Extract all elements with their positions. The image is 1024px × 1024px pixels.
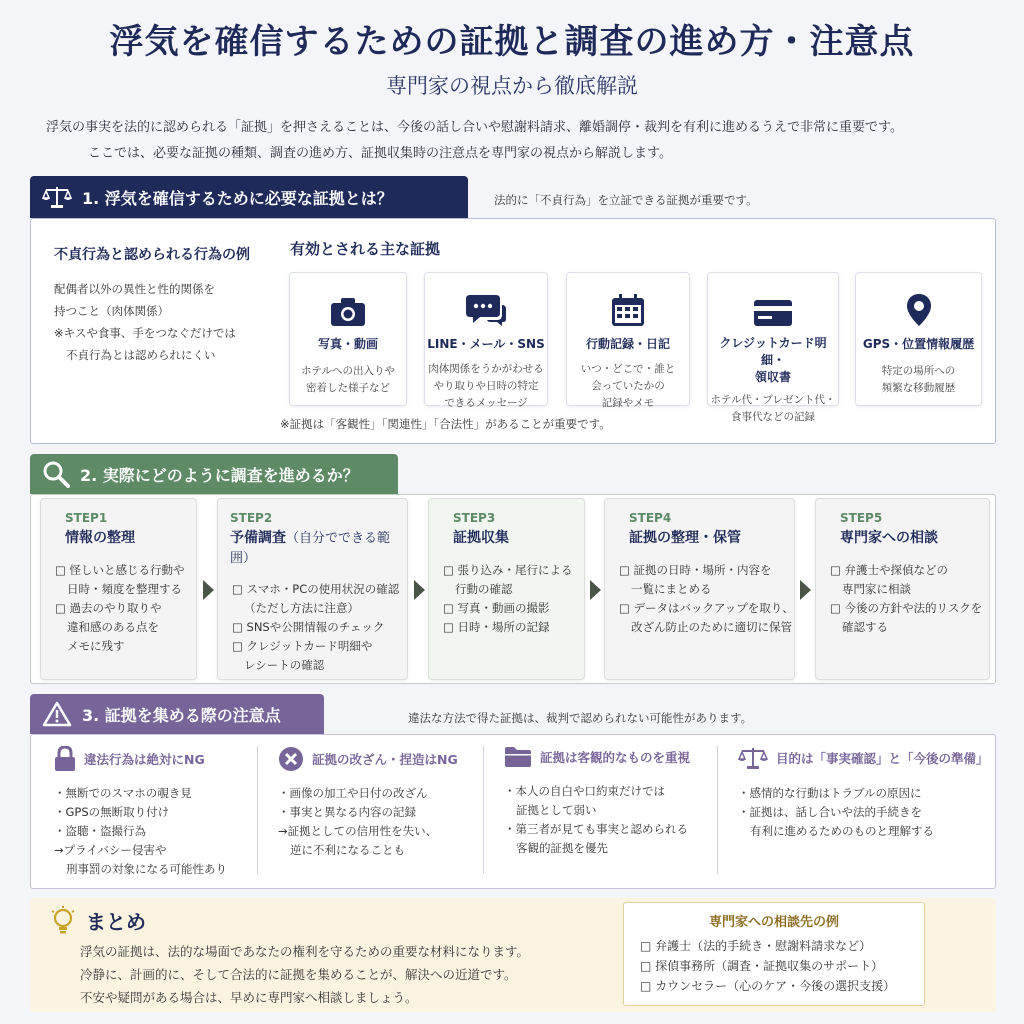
caution-item: 証拠として弱い: [516, 803, 597, 817]
summary-text: [80, 940, 529, 1009]
evidence-card-desc: 頻繁な移動履歴: [881, 382, 956, 394]
calendar-icon: [611, 293, 645, 327]
magnifier-icon: [42, 460, 70, 488]
evidence-card-records: [566, 272, 690, 409]
caution-item: 客観的証拠を優先: [516, 841, 608, 855]
lock-icon: [54, 746, 76, 772]
step-item: メモに残す: [67, 639, 125, 653]
evidence-card-desc: いつ・どこで・誰と: [580, 363, 676, 375]
step-item: □ クレジットカード明細や: [232, 639, 373, 653]
intro-line-2: ここでは、必要な証拠の種類、調査の進め方、証拠収集時の注意点を専門家の視点から解説します。: [88, 146, 672, 161]
step-title-sub: （自分でできる範囲）: [230, 531, 391, 566]
step-label: STEP5: [840, 511, 883, 525]
step-arrow-icon: [800, 580, 811, 600]
step-item: （ただし方法に注意）: [244, 601, 359, 615]
section-3-heading: 3. 証拠を集める際の注意点: [82, 705, 281, 725]
step-item: □ 弁護士や探偵などの: [830, 563, 949, 577]
step-label: STEP1: [65, 511, 108, 525]
consultation-item: □ カウンセラー（心のケア・今後の選択支援）: [640, 979, 896, 993]
section-2-header: [30, 454, 398, 494]
step-item: 違和感のある点を: [67, 620, 159, 634]
caution-item: ・画像の加工や日付の改ざん: [278, 786, 428, 800]
summary-line: 不安や疑問がある場合は、早めに専門家へ相談しましょう。: [80, 990, 418, 1005]
step-label: STEP3: [453, 511, 496, 525]
caution-item: 有利に進めるためのものと理解する: [750, 824, 934, 838]
step-title: 証拠の整理・保管: [629, 530, 741, 546]
caution-column-tamper: [278, 746, 478, 860]
caution-item: 刑事罰の対象になる可能性あり: [66, 862, 227, 876]
caution-item: ・無断でのスマホの覗き見: [54, 786, 192, 800]
step-item: 確認する: [842, 620, 888, 634]
folder-icon: [504, 746, 532, 768]
evidence-card-desc: やり取りや日時の特定: [433, 380, 539, 392]
caution-item: →証拠としての信用性を失い、: [278, 824, 438, 838]
scale-icon: [42, 185, 72, 209]
section-1-footnote: ※証拠は「客観性」「関連性」「合法性」があることが重要です。: [280, 417, 611, 431]
page-title: 浮気を確信するための証拠と調査の進め方・注意点: [109, 22, 915, 62]
evidence-card-desc: 食事代などの記録: [731, 411, 815, 423]
caution-item: 逆に不利になることも: [290, 843, 405, 857]
evidence-card-title: 行動記録・日記: [585, 337, 670, 351]
step-item: □ データはバックアップを取り、: [619, 601, 794, 615]
step-title: 情報の整理: [65, 530, 135, 546]
infidelity-line: 持つこと（肉体関係）: [54, 304, 169, 318]
step-arrow-icon: [590, 580, 601, 600]
step-item: □ 写真・動画の撮影: [443, 601, 550, 615]
step-title: 予備調査: [230, 530, 286, 546]
step-title: 専門家への相談: [840, 530, 938, 546]
step-item: レシートの確認: [244, 658, 325, 672]
evidence-card-gps: [855, 272, 982, 406]
caution-title: 目的は「事実確認」と「今後の準備」: [775, 751, 989, 766]
consultation-title: 専門家への相談先の例: [708, 915, 839, 930]
evidence-card-credit: [707, 272, 839, 423]
step-item: 一覧にまとめる: [631, 582, 712, 596]
evidence-card-desc: 肉体関係をうかがわせる: [428, 363, 544, 375]
evidence-card-desc: できるメッセージ: [444, 397, 528, 409]
evidence-card-desc: 特定の場所への: [881, 365, 956, 377]
step-card-5: [815, 498, 990, 680]
step-card-2: [217, 498, 408, 680]
caution-item: ・証拠は、話し合いや法的手続きを: [738, 805, 922, 819]
caution-title: 証拠の改ざん・捏造はNG: [312, 752, 458, 767]
section-2-heading: 2. 実際にどのように調査を進めるか？: [80, 465, 359, 485]
step-item: □ SNSや公開情報のチェック: [232, 620, 385, 634]
caution-item: →プライバシー侵害や: [54, 843, 167, 857]
infidelity-line: 配偶者以外の異性と性的関係を: [54, 282, 215, 296]
evidence-card-messages: [424, 272, 548, 409]
caution-item: ・感情的な行動はトラブルの原因に: [738, 786, 922, 800]
page-subtitle: 専門家の視点から徹底解説: [386, 74, 638, 98]
caution-item: ・事実と異なる内容の記録: [278, 805, 416, 819]
step-label: STEP4: [629, 511, 672, 525]
step-item: □ 怪しいと感じる行動や: [55, 563, 185, 577]
section-3-note: 違法な方法で得た証拠は、裁判で認められない可能性があります。: [408, 711, 753, 725]
column-divider: [717, 746, 718, 874]
summary-line: 浮気の証拠は、法的な場面であなたの権利を守るための重要な材料になります。: [80, 944, 530, 959]
step-card-4: [604, 498, 795, 680]
step-item: □ 証拠の日時・場所・内容を: [619, 563, 772, 577]
caution-column-purpose: [738, 746, 988, 841]
caution-column-objective: [504, 746, 714, 858]
caution-item: ・GPSの無断取り付け: [54, 805, 170, 819]
map-pin-icon: [906, 293, 932, 327]
step-item: □ 今後の方針や法的リスクを: [830, 601, 983, 615]
step-item: □ スマホ・PCの使用状況の確認: [232, 582, 400, 596]
scale-icon: [738, 746, 768, 770]
evidence-card-desc: 会っていたかの: [591, 380, 665, 392]
consultation-item: □ 弁護士（法的手続き・慰謝料請求など）: [640, 939, 872, 953]
section-1-heading: 1. 浮気を確信するために必要な証拠とは？: [82, 188, 393, 208]
warning-icon: [42, 701, 72, 727]
evidence-card-title: LINE・メール・SNS: [427, 337, 545, 351]
evidence-card-title: クレジットカード明細・: [719, 336, 827, 367]
infidelity-line: 不貞行為とは認められにくい: [66, 348, 216, 362]
section-1-header: [30, 176, 468, 218]
section-3-header: [30, 694, 324, 734]
evidence-card-photo: [289, 272, 407, 406]
evidence-card-desc: 記録やメモ: [601, 397, 655, 409]
cross-circle-icon: [278, 746, 304, 772]
step-item: □ 張り込み・尾行による: [443, 563, 573, 577]
step-item: □ 日時・場所の記録: [443, 620, 550, 634]
step-item: 専門家に相談: [842, 582, 911, 596]
main-evidence-title: 有効とされる主な証拠: [290, 240, 441, 258]
column-divider: [257, 746, 258, 874]
caution-item: ・盗聴・盗撮行為: [54, 824, 146, 838]
consultation-box: [623, 902, 925, 1006]
section-1-note: 法的に「不貞行為」を立証できる証拠が重要です。: [494, 193, 758, 207]
caution-item: ・本人の自白や口約束だけでは: [504, 784, 665, 798]
step-item: 日時・頻度を整理する: [67, 582, 182, 596]
step-title: 証拠収集: [453, 530, 509, 546]
step-card-3: [428, 498, 585, 680]
step-card-1: [40, 498, 197, 680]
consultation-item: □ 探偵事務所（調査・証拠収集のサポート）: [640, 959, 884, 973]
camera-icon: [330, 297, 366, 327]
credit-card-icon: [753, 299, 793, 327]
evidence-card-desc: ホテルへの出入りや: [301, 365, 395, 377]
summary-title: まとめ: [86, 910, 146, 934]
evidence-card-desc: ホテル代・プレゼント代・: [710, 394, 836, 406]
step-arrow-icon: [203, 580, 214, 600]
caution-item: ・第三者が見ても事実と認められる: [504, 822, 688, 836]
intro-line-1: 浮気の事実を法的に認められる「証拠」を押さえることは、今後の話し合いや慰謝料請求、離婚調停・裁判を有利に進めるうえで非常に重要です。: [46, 120, 903, 135]
infidelity-example-text: [54, 278, 236, 366]
infidelity-examples-title: 不貞行為と認められる行為の例: [54, 247, 250, 263]
evidence-card-desc: 密着した様子など: [306, 382, 390, 394]
lightbulb-icon: [50, 906, 76, 936]
evidence-card-title: GPS・位置情報履歴: [862, 337, 975, 351]
summary-line: 冷静に、計画的に、そして合法的に証拠を集めることが、解決への近道です。: [80, 967, 517, 982]
step-item: 改ざん防止のために適切に保管: [631, 620, 792, 634]
step-arrow-icon: [414, 580, 425, 600]
step-item: □ 過去のやり取りや: [55, 601, 162, 615]
step-label: STEP2: [230, 511, 273, 525]
step-item: 行動の確認: [455, 582, 513, 596]
evidence-card-title: 領収書: [754, 370, 791, 384]
infidelity-line: ※キスや食事、手をつなぐだけでは: [54, 326, 236, 340]
chat-bubbles-icon: [466, 293, 506, 327]
caution-column-illegal: [54, 746, 254, 879]
caution-title: 違法行為は絶対にNG: [84, 752, 205, 767]
evidence-card-title: 写真・動画: [317, 337, 378, 351]
caution-title: 証拠は客観的なものを重視: [540, 750, 691, 765]
column-divider: [483, 746, 484, 874]
